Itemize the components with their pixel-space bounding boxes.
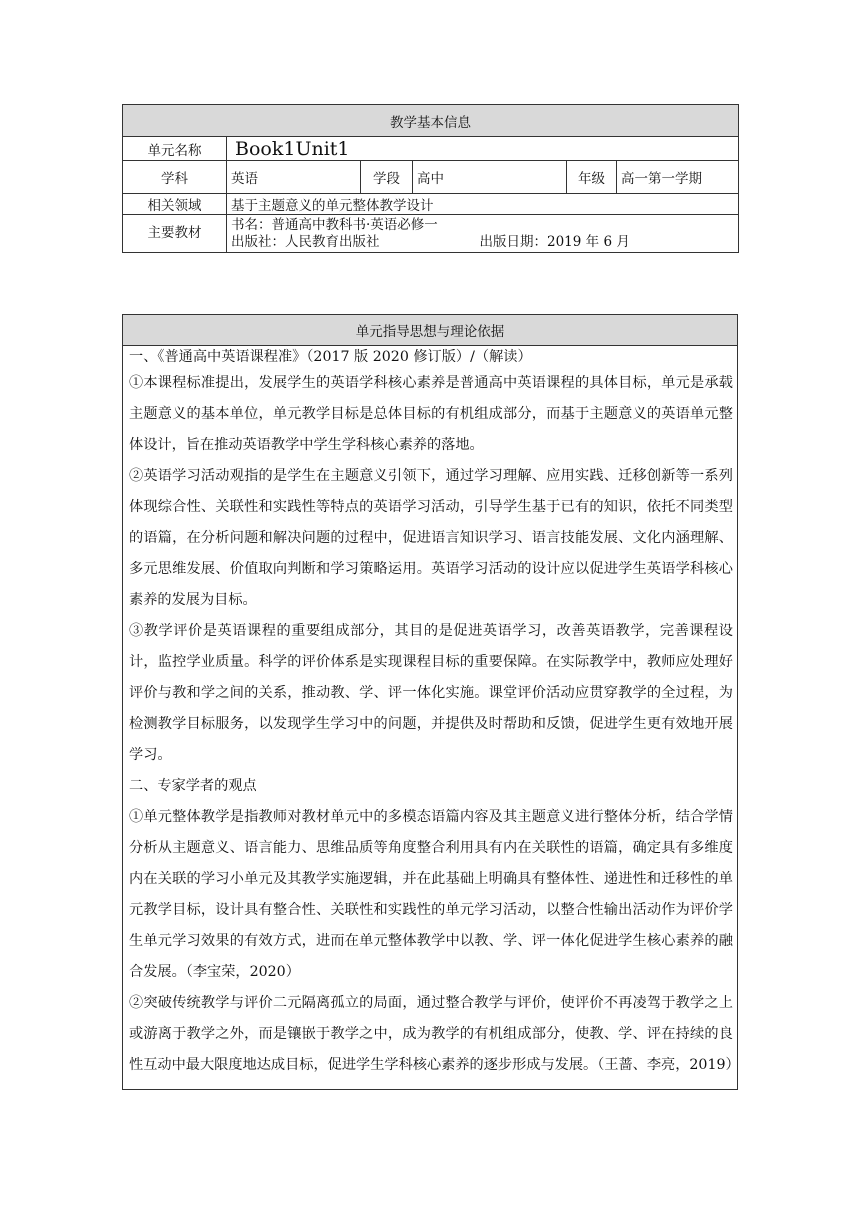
guiding-theory-body bbox=[123, 346, 738, 1090]
grade-label: 年级 bbox=[567, 161, 617, 194]
material-date: 出版日期：2019 年 6 月 bbox=[479, 233, 630, 250]
subject-value: 英语 bbox=[227, 161, 361, 194]
unit-name-label: 单元名称 bbox=[123, 137, 227, 161]
section-heading: 一、《普通高中英语课程准》（2017 版 2020 修订版）/（解读） bbox=[129, 349, 532, 365]
material-publisher: 出版社：人民教育出版社 bbox=[231, 233, 380, 250]
paragraph: ③教学评价是英语课程的重要组成部分，其目的是促进英语学习，改善英语教学，完善课程设计，监控学业质量。科学的评价体系是实现课程目标的重要保障。在实际教学中，教师应处理好评价与教和学之间的关系，推动教、学、评一体化实施。课堂评价活动应贯穿教学的全过程，为检测教学目标服务，以发现学生学习中的问题，并提供及时帮助和反馈，促进学生更有效地开展学习。 bbox=[129, 623, 733, 763]
domain-value: 基于主题意义的单元整体教学设计 bbox=[227, 194, 739, 215]
paragraph: ①本课程标准提出，发展学生的英语学科核心素养是普通高中英语课程的具体目标，单元是承载主题意义的基本单位，单元教学目标是总体目标的有机组成部分，而基于主题意义的英语单元整体设计，旨在推动英语教学中学生学科核心素养的落地。 bbox=[129, 375, 733, 453]
subject-label: 学科 bbox=[123, 161, 227, 194]
guiding-theory-title: 单元指导思想与理论依据 bbox=[123, 315, 738, 346]
basic-info-title: 教学基本信息 bbox=[123, 105, 739, 137]
paragraph: ①单元整体教学是指教师对教材单元中的多模态语篇内容及其主题意义进行整体分析，结合学情分析从主题意义、语言能力、思维品质等角度整合利用具有内在关联性的语篇，确定具有多维度内在关联的学习小单元及其教学实施逻辑，并在此基础上明确具有整体性、递进性和迁移性的单元教学目标，设计具有整合性、关联性和实践性的单元学习活动，以整合性输出活动作为评价学生单元学习效果的有效方式，进而在单元整体教学中以教、学、评一体化促进学生核心素养的融合发展。（李宝荣，2020） bbox=[129, 809, 733, 980]
paragraph: ②突破传统教学与评价二元隔离孤立的局面，通过整合教学与评价，使评价不再凌驾于教学之上或游离于教学之外，而是镶嵌于教学之中，成为教学的有机组成部分，使教、学、评在持续的良性互动中最大限度地达成目标，促进学生学科核心素养的逐步形成与发展。（王蔷、李亮，2019） bbox=[129, 995, 740, 1073]
guiding-theory-table bbox=[122, 314, 738, 1090]
material-book: 书名：普通高中教科书·英语必修一 bbox=[231, 216, 438, 233]
stage-value: 高中 bbox=[413, 161, 567, 194]
basic-info-table bbox=[122, 104, 739, 253]
grade-value: 高一第一学期 bbox=[617, 161, 739, 194]
material-label: 主要教材 bbox=[123, 215, 227, 253]
section-heading: 二、专家学者的观点 bbox=[129, 778, 257, 794]
stage-label: 学段 bbox=[361, 161, 413, 194]
paragraph: ②英语学习活动观指的是学生在主题意义引领下，通过学习理解、应用实践、迁移创新等一系列体现综合性、关联性和实践性等特点的英语学习活动，引导学生基于已有的知识，依托不同类型的语篇，在分析问题和解决问题的过程中，促进语言知识学习、语言技能发展、文化内涵理解、多元思维发展、价值取向判断和学习策略运用。英语学习活动的设计应以促进学生英语学科核心素养的发展为目标。 bbox=[129, 468, 733, 608]
domain-label: 相关领域 bbox=[123, 194, 227, 215]
unit-name-value: Book1Unit1 bbox=[227, 137, 739, 161]
material-info bbox=[227, 215, 739, 253]
